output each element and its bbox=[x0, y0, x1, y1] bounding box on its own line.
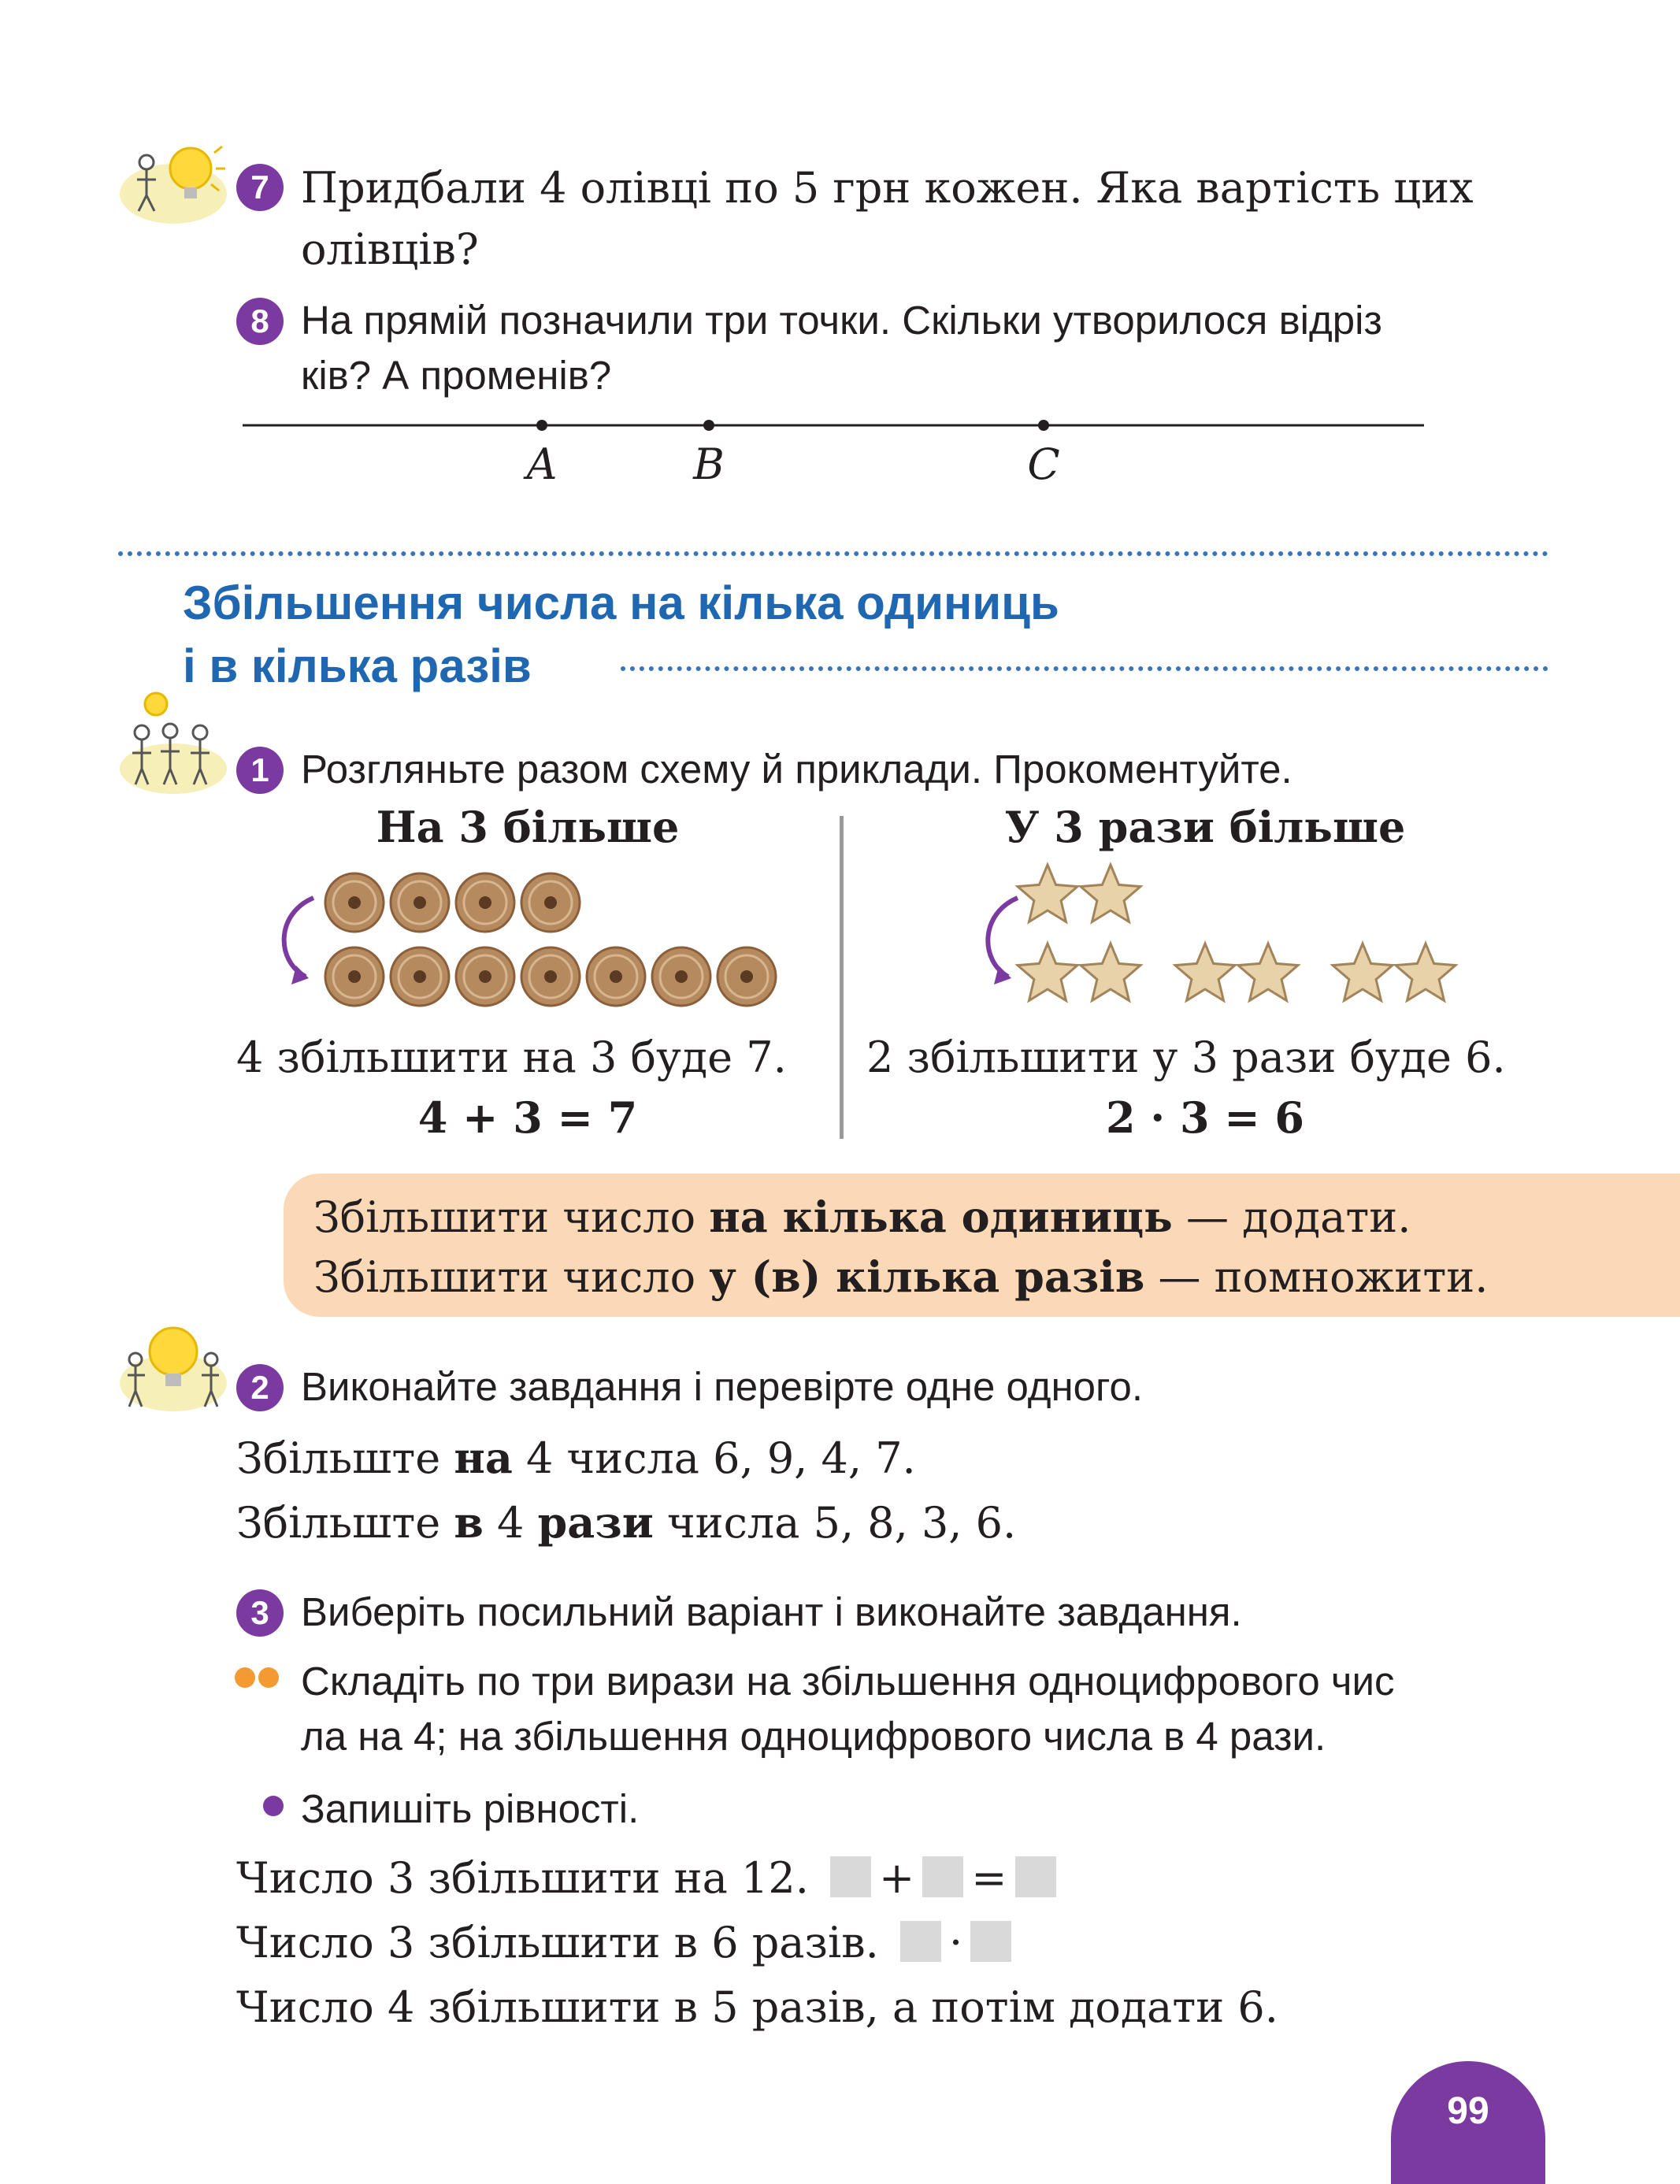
answer-box[interactable] bbox=[900, 1921, 941, 1962]
task-8-badge: 8 bbox=[236, 298, 284, 345]
task-7-badge: 7 bbox=[236, 164, 284, 211]
rule-line2-bold: у (в) кілька разів bbox=[709, 1251, 1145, 1302]
task-2-line2-bold1: в bbox=[454, 1497, 484, 1548]
point-b-dot bbox=[703, 420, 714, 431]
bagel-icon bbox=[325, 947, 384, 1006]
star-icon bbox=[1081, 944, 1140, 1000]
equation-2-text: Число 3 збільшити в 6 разів. bbox=[236, 1918, 879, 1967]
bagel-icon bbox=[587, 947, 645, 1006]
task-2-line1-c: 4 числа 6, 9, 4, 7. bbox=[512, 1433, 916, 1483]
task-2-text: Виконайте завдання і перевірте одне одного. bbox=[301, 1364, 1144, 1409]
task-2-line2 bbox=[236, 1492, 1016, 1554]
left-sentence: 4 збільшити на 3 буде 7. bbox=[236, 1033, 787, 1082]
page-number: 99 bbox=[1447, 2090, 1489, 2132]
equals-sign: = bbox=[971, 1853, 1007, 1903]
rule-line1-text: Збільшити число bbox=[313, 1192, 710, 1242]
bagel-icon bbox=[391, 947, 449, 1006]
bagel-icon bbox=[456, 873, 514, 932]
point-b-label: B bbox=[693, 439, 725, 489]
rule-line2-end: — помножити. bbox=[1144, 1252, 1489, 1302]
point-a-label: A bbox=[526, 439, 558, 489]
section-title-line1: Збільшення числа на кілька одиниць bbox=[183, 577, 1059, 629]
task-2-badge: 2 bbox=[236, 1364, 284, 1411]
left-equation: 4 + 3 = 7 bbox=[417, 1092, 638, 1143]
task-8-text-line1: На прямій позначили три точки. Скільки утворилося відріз bbox=[301, 298, 1382, 343]
rule-box bbox=[284, 1174, 1680, 1317]
bulb-with-people-icon bbox=[118, 1320, 228, 1415]
task-3-badge: 3 bbox=[236, 1589, 284, 1637]
group-of-people-icon bbox=[118, 687, 228, 797]
bulb-with-person-icon bbox=[118, 139, 228, 225]
plus-sign: + bbox=[879, 1853, 915, 1903]
arrow-icon bbox=[284, 898, 313, 977]
star-icon bbox=[1081, 865, 1140, 921]
equation-2 bbox=[236, 1912, 1019, 1974]
answer-box[interactable] bbox=[970, 1921, 1011, 1962]
star-icon bbox=[1018, 944, 1077, 1000]
right-sentence: 2 збільшити у 3 рази буде 6. bbox=[866, 1033, 1506, 1082]
answer-box[interactable] bbox=[922, 1856, 963, 1897]
star-icon bbox=[1018, 865, 1077, 921]
right-equation: 2 · 3 = 6 bbox=[1106, 1092, 1304, 1143]
task-3-text: Виберіть посильний варіант і виконайте завдання. bbox=[301, 1589, 1242, 1634]
multiply-sign: · bbox=[948, 1918, 963, 1967]
bagel-icon bbox=[718, 947, 776, 1006]
star-icon bbox=[1175, 944, 1235, 1000]
task-2-line1-bold: на bbox=[454, 1433, 513, 1483]
task-2-line1 bbox=[236, 1427, 916, 1489]
bagel-icon bbox=[456, 947, 514, 1006]
task-7-text-line2: олівців? bbox=[301, 224, 479, 274]
page-number-tab bbox=[1391, 2061, 1545, 2184]
star-icon bbox=[1238, 944, 1298, 1000]
task-2-line2-e: числа 5, 8, 3, 6. bbox=[653, 1498, 1017, 1548]
left-heading: На 3 більше bbox=[376, 802, 680, 852]
section-divider-top bbox=[118, 551, 1548, 556]
answer-box[interactable] bbox=[1015, 1856, 1056, 1897]
task-7-text-line1: Придбали 4 олівці по 5 грн кожен. Яка вартість цих bbox=[301, 163, 1474, 213]
task-1-text: Розгляньте разом схему й приклади. Прокоментуйте. bbox=[301, 747, 1292, 792]
answer-box[interactable] bbox=[830, 1856, 871, 1897]
point-a-dot bbox=[536, 420, 547, 431]
task-2-line2-a: Збільште bbox=[236, 1498, 454, 1548]
rule-line1-bold: на кілька одиниць bbox=[709, 1192, 1173, 1242]
two-orange-dots-icon bbox=[235, 1667, 282, 1694]
right-heading: У 3 рази більше bbox=[1004, 802, 1406, 852]
option-a-line1: Складіть по три вирази на збільшення одноцифрового чис bbox=[301, 1659, 1395, 1704]
stars-diagram bbox=[969, 858, 1489, 1016]
rule-line-1 bbox=[313, 1186, 1411, 1248]
star-icon bbox=[1333, 944, 1393, 1000]
option-b-text: Запишіть рівності. bbox=[301, 1786, 640, 1831]
task-8-text-line2: ків? А променів? bbox=[301, 353, 612, 398]
bagel-icon bbox=[652, 947, 710, 1006]
task-1-badge: 1 bbox=[236, 747, 284, 794]
task-2-line2-bold2: рази bbox=[537, 1497, 654, 1548]
equation-1 bbox=[236, 1848, 1064, 1909]
option-a-line2: ла на 4; на збільшення одноцифрового числа в 4 рази. bbox=[301, 1714, 1326, 1759]
bagel-icon bbox=[521, 947, 580, 1006]
point-c-dot bbox=[1038, 420, 1049, 431]
rule-line-2 bbox=[313, 1246, 1488, 1308]
bagel-icon bbox=[521, 873, 580, 932]
star-icon bbox=[1396, 944, 1456, 1000]
equation-1-text: Число 3 збільшити на 12. bbox=[236, 1853, 809, 1903]
purple-dot-icon bbox=[263, 1796, 284, 1822]
bagel-icon bbox=[325, 873, 384, 932]
equation-3: Число 4 збільшити в 5 разів, а потім додати 6. bbox=[236, 1982, 1278, 2032]
line-with-points bbox=[236, 410, 1433, 496]
point-c-label: C bbox=[1027, 439, 1060, 489]
task-2-line1-a: Збільште bbox=[236, 1433, 454, 1483]
task-2-line2-c: 4 bbox=[483, 1498, 538, 1548]
bagel-icon bbox=[391, 873, 449, 932]
rule-line2-text: Збільшити число bbox=[313, 1252, 710, 1302]
arrow-icon bbox=[988, 898, 1018, 977]
bagels-diagram bbox=[268, 866, 788, 1016]
section-divider-title bbox=[621, 666, 1548, 671]
rule-line1-end: — додати. bbox=[1172, 1192, 1411, 1242]
section-title-line2: і в кілька разів bbox=[183, 640, 532, 692]
column-divider bbox=[840, 816, 844, 1139]
